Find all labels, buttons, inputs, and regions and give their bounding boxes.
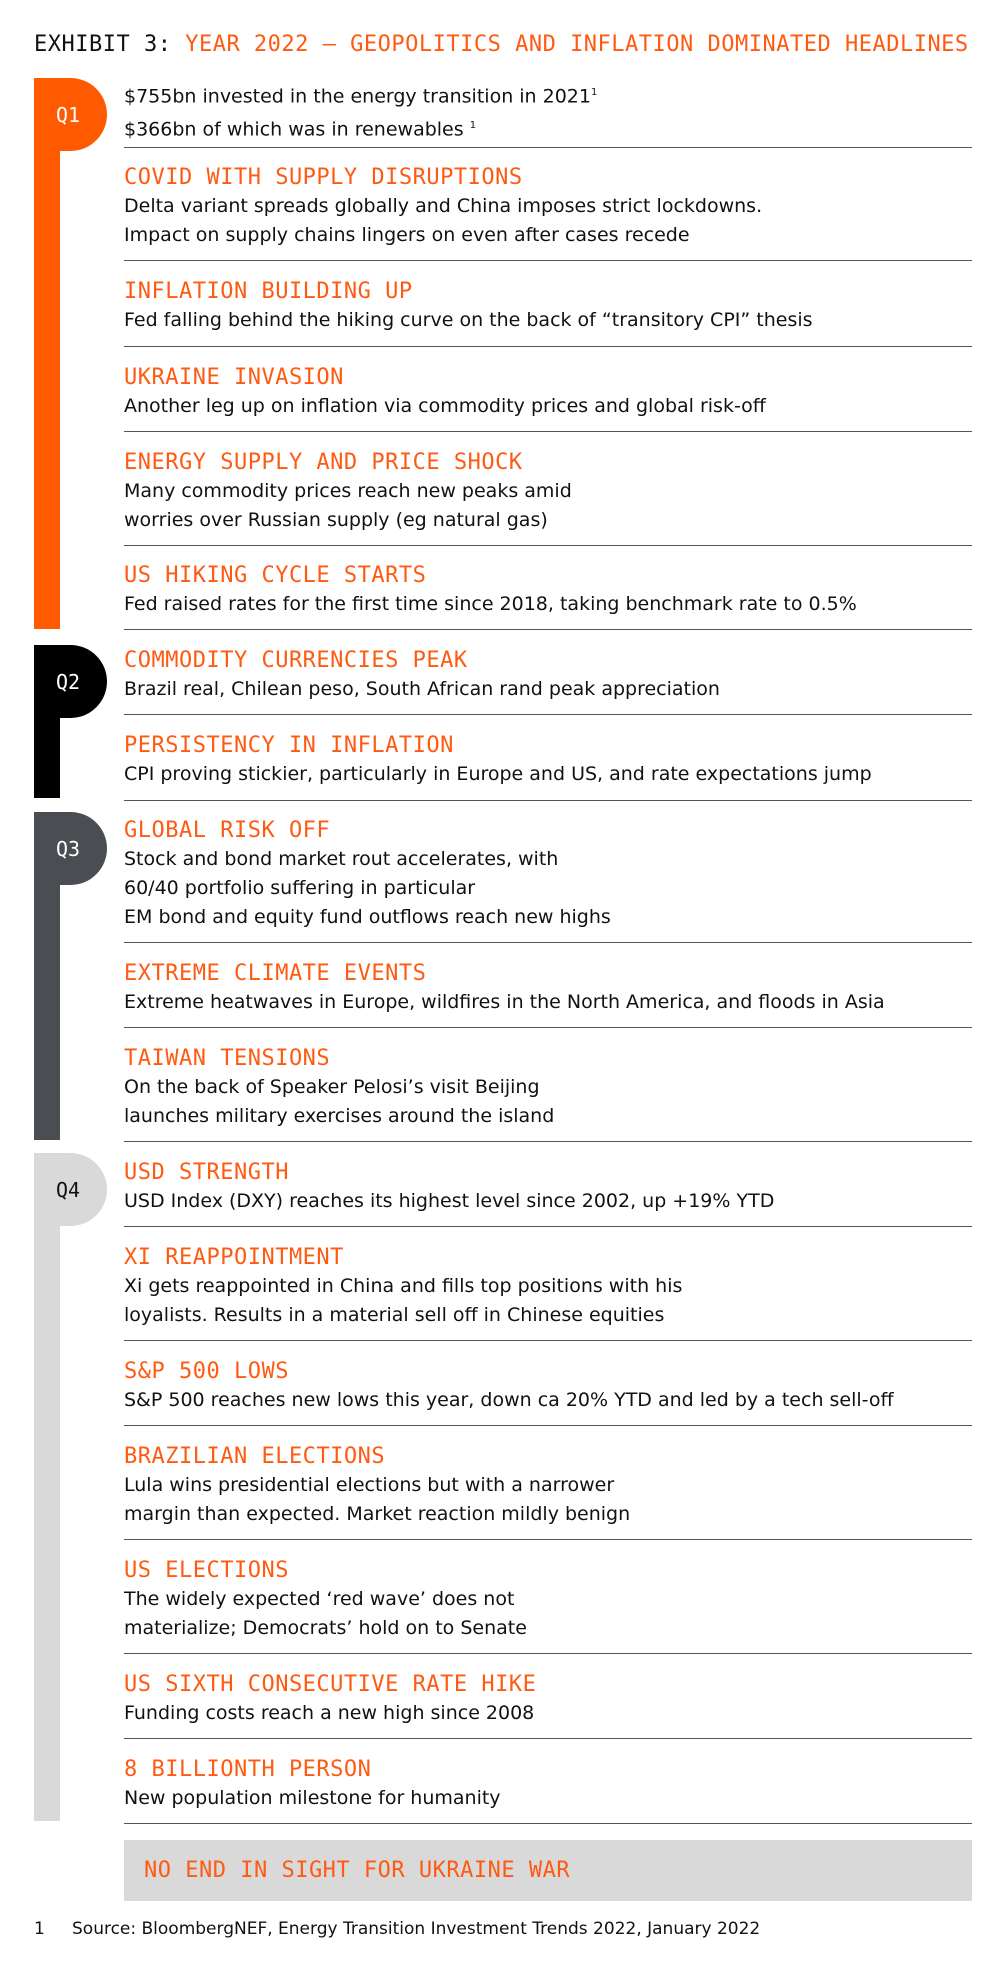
event-item	[124, 1045, 972, 1142]
q3-tab	[34, 812, 107, 885]
event-title: COVID WITH SUPPLY DISRUPTIONS	[124, 165, 523, 190]
event-text: On the back of Speaker Pelosi’s visit Beijing	[124, 1076, 540, 1098]
q4-tab	[34, 1153, 107, 1226]
event-text: Extreme heatwaves in Europe, wildfires in the North America, and floods in Asia	[124, 991, 885, 1013]
footnote-ref: 1	[590, 87, 598, 98]
event-title: PERSISTENCY IN INFLATION	[124, 733, 454, 758]
event-item	[124, 1756, 972, 1824]
q1-bar	[34, 78, 60, 629]
event-text: worries over Russian supply (eg natural gas)	[124, 509, 548, 531]
event-text: Stock and bond market rout accelerates, with	[124, 848, 559, 870]
event-text: 60/40 portfolio suffering in particular	[124, 877, 476, 899]
event-text: EM bond and equity fund outflows reach new highs	[124, 906, 611, 928]
q1-label: Q1	[56, 102, 81, 127]
event-text: Delta variant spreads globally and China imposes strict lockdowns.	[124, 195, 763, 217]
event-text: Lula wins presidential elections but with a narrower	[124, 1474, 615, 1496]
event-item	[124, 647, 972, 715]
intro-item	[124, 78, 972, 148]
event-text: Funding costs reach a new high since 2008	[124, 1702, 535, 1724]
event-text: S&P 500 reaches new lows this year, down ca 20% YTD and led by a tech sell-off	[124, 1389, 894, 1411]
footnote-number: 1	[34, 1919, 45, 1939]
q4-bar	[34, 1153, 60, 1821]
event-text: The widely expected ‘red wave’ does not	[124, 1588, 515, 1610]
event-text: Brazil real, Chilean peso, South African rand peak appreciation	[124, 678, 720, 700]
event-title: S&P 500 LOWS	[124, 1359, 289, 1384]
exhibit-title	[34, 32, 969, 57]
footnote-text: Source: BloombergNEF, Energy Transition Investment Trends 2022, January 2022	[72, 1919, 761, 1939]
event-text: Xi gets reappointed in China and fills top positions with his	[124, 1275, 683, 1297]
event-title: USD STRENGTH	[124, 1160, 289, 1185]
event-text: Impact on supply chains lingers on even after cases recede	[124, 224, 690, 246]
event-item	[124, 449, 972, 546]
event-title: XI REAPPOINTMENT	[124, 1245, 344, 1270]
q4-label: Q4	[56, 1177, 81, 1202]
event-item	[124, 960, 972, 1028]
event-item	[124, 562, 972, 630]
q3-label: Q3	[56, 836, 81, 861]
event-item	[124, 1671, 972, 1739]
event-title: US HIKING CYCLE STARTS	[124, 563, 427, 588]
closing-banner: NO END IN SIGHT FOR UKRAINE WAR	[124, 1840, 972, 1901]
event-title: ENERGY SUPPLY AND PRICE SHOCK	[124, 450, 523, 475]
event-item	[124, 817, 972, 943]
event-title: 8 BILLIONTH PERSON	[124, 1757, 372, 1782]
event-item	[124, 732, 972, 801]
intro-line-1: $755bn invested in the energy transition in 2021$^1$	[124, 85, 598, 108]
intro-line-2: $366bn of which was in renewables $^1$	[124, 118, 477, 141]
event-text: materialize; Democrats’ hold on to Senate	[124, 1617, 527, 1639]
event-text: margin than expected. Market reaction mildly benign	[124, 1503, 631, 1525]
event-title: INFLATION BUILDING UP	[124, 279, 413, 304]
event-title: EXTREME CLIMATE EVENTS	[124, 961, 427, 986]
event-text: Fed falling behind the hiking curve on the back of “transitory CPI” thesis	[124, 309, 813, 331]
event-item	[124, 1443, 972, 1540]
event-item	[124, 1244, 972, 1341]
event-title: GLOBAL RISK OFF	[124, 818, 331, 843]
event-text: Fed raised rates for the first time since 2018, taking benchmark rate to 0.5%	[124, 593, 857, 615]
exhibit-label: EXHIBIT 3:	[34, 32, 172, 57]
footnote-ref: 1	[469, 120, 477, 132]
event-title: TAIWAN TENSIONS	[124, 1046, 331, 1071]
footnote	[34, 1919, 760, 1939]
event-item	[124, 1358, 972, 1426]
event-text: CPI proving stickier, particularly in Europe and US, and rate expectations jump	[124, 763, 872, 785]
event-text: loyalists. Results in a material sell off in Chinese equities	[124, 1304, 665, 1326]
event-title: BRAZILIAN ELECTIONS	[124, 1444, 386, 1469]
event-item	[124, 1159, 972, 1227]
q2-label: Q2	[56, 669, 81, 694]
q2-tab	[34, 645, 107, 718]
event-text: launches military exercises around the island	[124, 1105, 555, 1127]
event-title: COMMODITY CURRENCIES PEAK	[124, 648, 468, 673]
event-title: US ELECTIONS	[124, 1558, 289, 1583]
event-item	[124, 164, 972, 261]
exhibit-heading: YEAR 2022 – GEOPOLITICS AND INFLATION DOMINATED HEADLINES	[185, 32, 969, 57]
q1-tab	[34, 78, 107, 151]
event-title: US SIXTH CONSECUTIVE RATE HIKE	[124, 1672, 537, 1697]
event-item	[124, 1557, 972, 1654]
event-text: Another leg up on inflation via commodity prices and global risk-off	[124, 395, 766, 417]
event-item	[124, 364, 972, 432]
event-text: New population milestone for humanity	[124, 1787, 501, 1809]
event-text: USD Index (DXY) reaches its highest level since 2002, up +19% YTD	[124, 1190, 775, 1212]
event-text: Many commodity prices reach new peaks amid	[124, 480, 572, 502]
event-title: UKRAINE INVASION	[124, 365, 344, 390]
event-item	[124, 278, 972, 347]
